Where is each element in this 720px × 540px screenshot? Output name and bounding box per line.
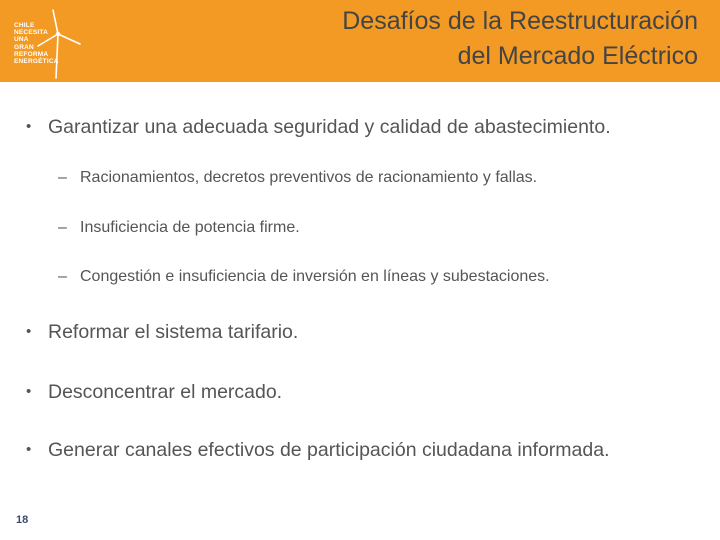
bullet-item — [26, 321, 298, 344]
bullet-text: Generar canales efectivos de participación ciudadana informada. — [48, 439, 610, 461]
bullet-item — [26, 116, 611, 139]
sub-bullet-item — [58, 268, 550, 286]
logo-line: GRAN — [14, 43, 34, 51]
logo-line: UNA — [14, 36, 29, 44]
logo-line: CHILE — [14, 22, 35, 29]
bullet-text: Desconcentrar el mercado. — [48, 381, 283, 403]
bullet-dot: • — [26, 383, 32, 400]
logo-line: NECESITA — [14, 29, 48, 37]
logo-line: ENERGÉTICA — [14, 58, 59, 66]
sub-bullet-item — [58, 219, 300, 237]
page-number: 18 — [16, 514, 29, 526]
sub-bullet-dash: – — [58, 268, 67, 285]
bullet-item — [26, 381, 282, 404]
bullet-item — [26, 439, 610, 462]
bullet-text: Reformar el sistema tarifario. — [48, 321, 299, 343]
logo-line: REFORMA — [14, 50, 49, 58]
sub-bullet-item — [58, 169, 537, 187]
bullet-text: Garantizar una adecuada seguridad y calidad de abastecimiento. — [48, 116, 611, 138]
sub-bullet-dash: – — [58, 169, 67, 186]
bullet-dot: • — [26, 118, 32, 135]
bullet-dot: • — [26, 323, 32, 340]
sub-bullet-text: Insuficiencia de potencia firme. — [80, 219, 300, 236]
sub-bullet-dash: – — [58, 219, 67, 236]
title-line-2: del Mercado Eléctrico — [457, 42, 698, 70]
title-line-1: Desafíos de la Reestructuración — [342, 7, 698, 35]
bullet-dot: • — [26, 441, 32, 458]
sub-bullet-text: Racionamientos, decretos preventivos de racionamiento y fallas. — [80, 169, 538, 186]
sub-bullet-text: Congestión e insuficiencia de inversión en líneas y subestaciones. — [80, 268, 550, 285]
